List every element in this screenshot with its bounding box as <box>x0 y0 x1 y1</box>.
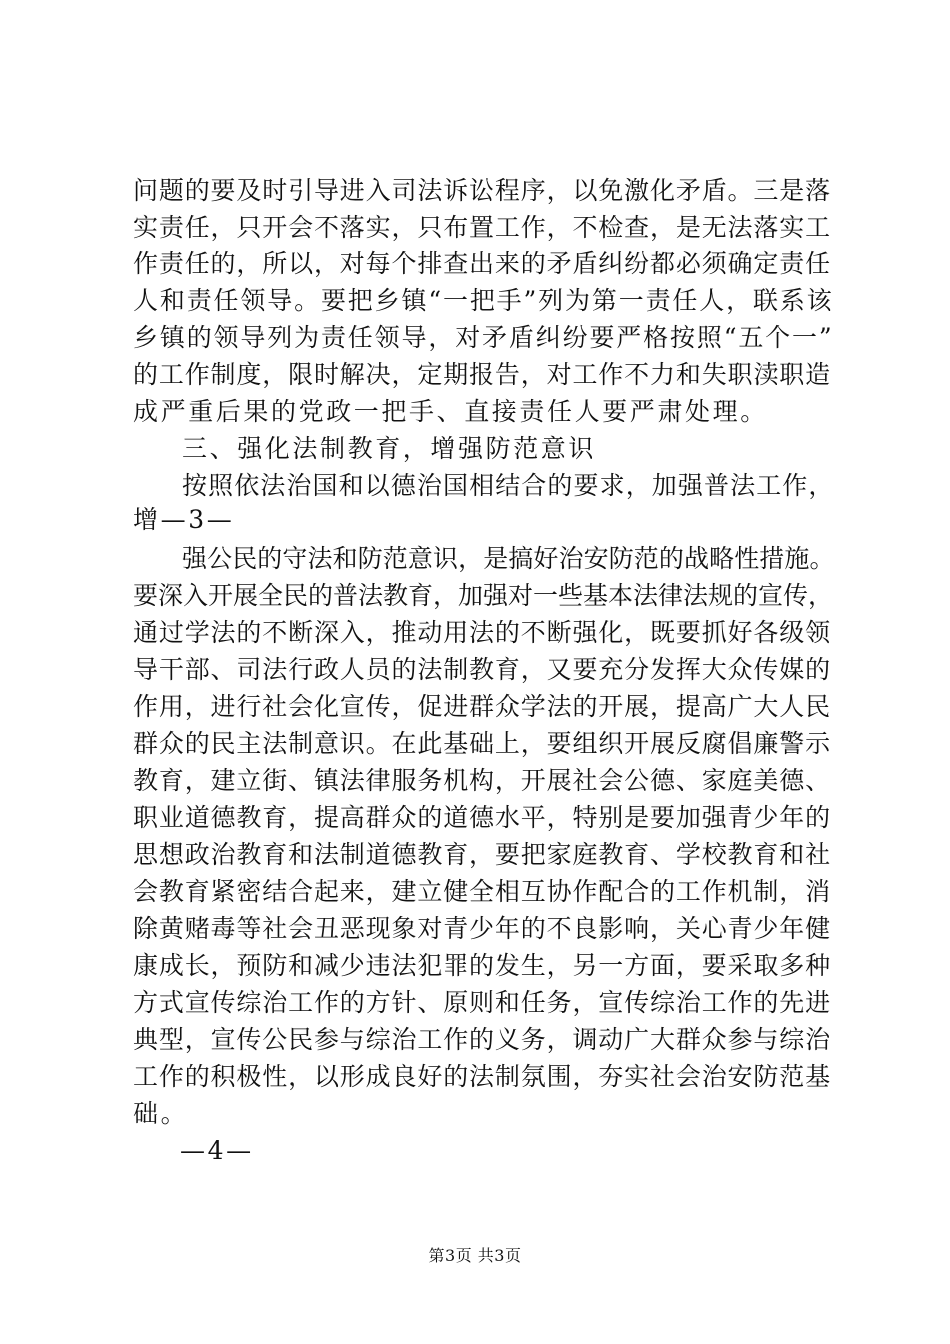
page-footer: 第3页 共3页 <box>428 1246 522 1265</box>
text-line: 实责任，只开会不落实，只布置工作，不检查，是无法落实工 <box>133 213 831 242</box>
page-marker-line: —4— <box>180 1136 254 1165</box>
text-line: 要深入开展全民的普法教育，加强对一些基本法律法规的宣传， <box>133 581 834 610</box>
text-line: 按照依法治国和以德治国相结合的要求，加强普法工作， <box>182 471 835 500</box>
text-line: 强公民的守法和防范意识，是搞好治安防范的战略性措施。 <box>182 544 835 573</box>
text-line: 作用，进行社会化宣传，促进群众学法的开展，提高广大人民 <box>133 692 831 721</box>
page-marker-line: 增—3— <box>133 505 235 534</box>
text-line: 康成长，预防和减少违法犯罪的发生，另一方面，要采取多种 <box>133 951 831 980</box>
text-line: 问题的要及时引导进入司法诉讼程序，以免激化矛盾。三是落 <box>133 176 831 205</box>
text-line: 成严重后果的党政一把手、直接责任人要严肃处理。 <box>133 397 768 426</box>
text-line: 工作的积极性，以形成良好的法制氛围，夯实社会治安防范基 <box>133 1062 831 1091</box>
text-line: 通过学法的不断深入，推动用法的不断强化，既要抓好各级领 <box>133 618 831 647</box>
text-line: 除黄赌毒等社会丑恶现象对青少年的不良影响，关心青少年健 <box>133 914 831 943</box>
text-line: 乡镇的领导列为责任领导，对矛盾纠纷要严格按照“五个一” <box>133 323 834 352</box>
text-line: 方式宣传综治工作的方针、原则和任务，宣传综治工作的先进 <box>133 988 831 1017</box>
text-line: 的工作制度，限时解决，定期报告，对工作不力和失职渎职造 <box>133 360 831 389</box>
text-line: 作责任的，所以，对每个排查出来的矛盾纠纷都必须确定责任 <box>133 249 831 278</box>
text-line: 导干部、司法行政人员的法制教育，又要充分发挥大众传媒的 <box>133 655 831 684</box>
text-line: 职业道德教育，提高群众的道德水平，特别是要加强青少年的 <box>133 803 831 832</box>
text-line: 人和责任领导。要把乡镇“一把手”列为第一责任人，联系该 <box>133 286 834 315</box>
text-line: 思想政治教育和法制道德教育，要把家庭教育、学校教育和社 <box>133 840 831 869</box>
section-heading: 三、强化法制教育，增强防范意识 <box>182 434 597 463</box>
text-line: 典型，宣传公民参与综治工作的义务，调动广大群众参与综治 <box>133 1025 831 1054</box>
text-line: 教育，建立街、镇法律服务机构，开展社会公德、家庭美德、 <box>133 766 831 795</box>
text-line: 础。 <box>133 1099 189 1128</box>
text-line: 会教育紧密结合起来，建立健全相互协作配合的工作机制，消 <box>133 877 831 906</box>
text-line: 群众的民主法制意识。在此基础上，要组织开展反腐倡廉警示 <box>133 729 831 758</box>
